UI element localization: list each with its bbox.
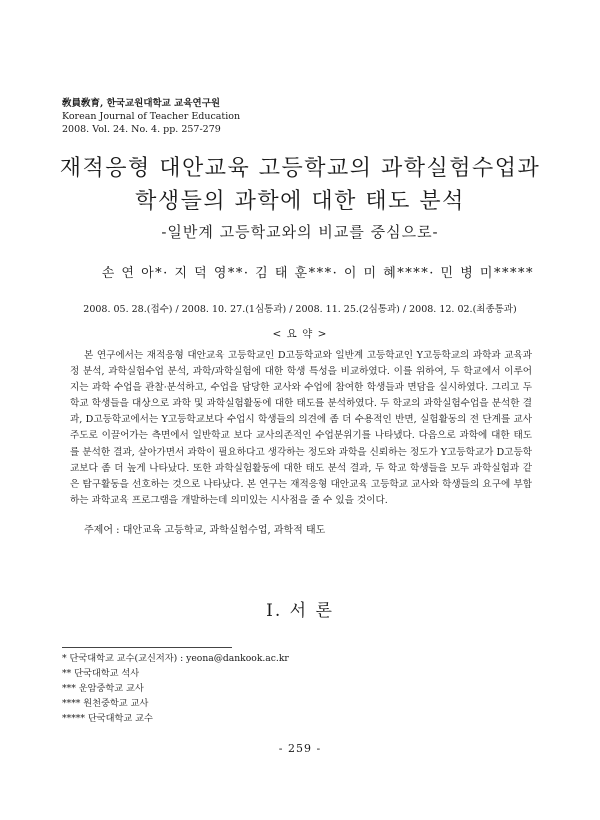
paper-subtitle: -일반계 고등학교와의 비교를 중심으로-: [161, 223, 439, 241]
author-list: 손 연 아*· 지 덕 영**· 김 태 훈***· 이 미 혜****· 민 병 미*****: [101, 266, 534, 281]
journal-name-korean: 敎員敎育, 한국교원대학교 교육연구원: [62, 98, 221, 109]
footnotes: [62, 651, 289, 726]
footnote-item: *** 운암중학교 교사: [62, 683, 144, 694]
journal-header: [62, 97, 240, 136]
title-line-1: 재적응형 대안교육 고등학교의 과학실험수업과: [59, 156, 541, 181]
abstract-heading: < 요 약 >: [272, 328, 328, 340]
page-number: - 259 -: [278, 742, 322, 755]
footnote-item: * 단국대학교 교수(교신저자) : yeona@dankook.ac.kr: [62, 653, 289, 664]
title-line-2: 학생들의 과학에 대한 태도 분석: [135, 189, 465, 214]
footnote-item: **** 원천중학교 교사: [62, 698, 149, 709]
paper-title: [0, 152, 600, 244]
review-dates: 2008. 05. 28.(접수) / 2008. 10. 27.(1심통과) / 2008. 11. 25.(2심통과) / 2008. 12. 02.(최종통과): [83, 304, 517, 315]
footnote-item: ***** 단국대학교 교수: [62, 713, 153, 724]
journal-name-english: Korean Journal of Teacher Education: [62, 111, 241, 122]
journal-volume-info: 2008. Vol. 24. No. 4. pp. 257-279: [62, 124, 221, 135]
section-heading-introduction: Ⅰ. 서 론: [266, 601, 334, 621]
abstract-body: 본 연구에서는 재적응형 대안교육 고등학교인 D고등학교와 일반계 고등학교인 Y고등학교의 과학과 교육과정 분석, 과학실험수업 분석, 과학/과학실험에 대한 학생 특성을 비교하였다. 이를 위하여, 두 학교에서 이루어지는 과학 수업을 관찰·분석하고, 수업을 담당한 교사와 수업에 참여한 학생들과 면담을 실시하였다. 그리고 두 학교 학생들을 대상으로 과학 및 과학실험활동에 대한 태도를 분석하였다. 두 학교의 과학실험수업을 분석한 결과, D고등학교에서는 Y고등학교보다 수업시 학생들의 의견에 좀 더 수용적인 반면, 실험활동의 전 단계를 교사 주도로 이끌어가는 측면에서 일반학교 보다 교사의존적인 수업분위기를 나타냈다. 다음으로 과학에 대한 태도를 분석한 결과, 살아가면서 과학이 필요하다고 생각하는 정도와 과학을 신뢰하는 정도가 Y고등학교가 D고등학교보다 좀 더 높게 나타났다. 또한 과학실험활동에 대한 태도 분석 결과, 두 학교 학생들을 모두 과학실험과 같은 탐구활동을 선호하는 것으로 나타났다. 본 연구는 재적응형 대안교육 고등학교 교사와 학생들의 요구에 부합하는 과학교육 프로그램을 개발하는데 의미있는 시사점을 줄 수 있을 것이다.: [70, 350, 532, 506]
footnote-divider: [62, 647, 232, 648]
footnote-item: ** 단국대학교 석사: [62, 668, 140, 679]
keywords: 주제어 : 대안교육 고등학교, 과학실험수업, 과학적 태도: [84, 525, 326, 536]
